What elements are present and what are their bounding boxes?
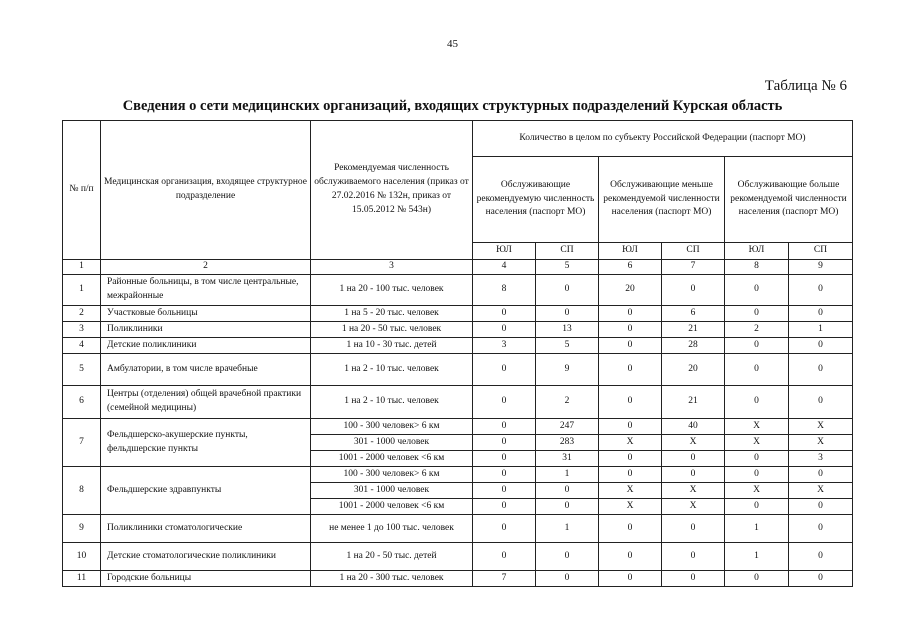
recommended-population: 1 на 2 - 10 тыс. человек — [311, 354, 473, 386]
count-cell: 0 — [599, 386, 662, 419]
count-cell: 2 — [536, 386, 599, 419]
header-sp: СП — [536, 243, 599, 260]
table-row — [63, 306, 853, 322]
count-cell: 0 — [725, 571, 789, 587]
count-cell: 20 — [599, 275, 662, 306]
count-cell: 0 — [473, 483, 536, 499]
count-cell: 0 — [473, 386, 536, 419]
recommended-population: не менее 1 до 100 тыс. человек — [311, 515, 473, 543]
count-cell: 0 — [662, 571, 725, 587]
recommended-population: 1 на 5 - 20 тыс. человек — [311, 306, 473, 322]
table-row — [63, 543, 853, 571]
count-cell: 283 — [536, 435, 599, 451]
header-sp: СП — [789, 243, 853, 260]
count-cell: 0 — [473, 419, 536, 435]
count-cell: 31 — [536, 451, 599, 467]
count-cell: 21 — [662, 322, 725, 338]
organization-name: Фельдшерские здравпункты — [101, 467, 311, 515]
recommended-population: 1001 - 2000 человек <6 км — [311, 499, 473, 515]
header-group-less: Обслуживающие меньше рекомендуемой численности населения (паспорт МО) — [599, 157, 725, 243]
header-ul: ЮЛ — [599, 243, 662, 260]
row-number: 8 — [63, 467, 101, 515]
count-cell: X — [662, 435, 725, 451]
recommended-population: 100 - 300 человек> 6 км — [311, 467, 473, 483]
count-cell: 0 — [789, 515, 853, 543]
count-cell: 0 — [725, 338, 789, 354]
table-row — [63, 467, 853, 483]
count-cell: 5 — [536, 338, 599, 354]
count-cell: 0 — [536, 543, 599, 571]
count-cell: 1 — [536, 515, 599, 543]
count-cell: 0 — [473, 354, 536, 386]
header-group-recommended: Обслуживающие рекомендуемую численность населения (паспорт МО) — [473, 157, 599, 243]
row-number: 2 — [63, 306, 101, 322]
count-cell: 2 — [725, 322, 789, 338]
count-cell: 0 — [536, 571, 599, 587]
header-num: № п/п — [63, 121, 101, 260]
header-column-numbers — [63, 260, 853, 275]
column-number: 3 — [311, 260, 473, 275]
count-cell: 0 — [599, 419, 662, 435]
table-row — [63, 386, 853, 419]
count-cell: 1 — [536, 467, 599, 483]
header-sp: СП — [662, 243, 725, 260]
count-cell: 0 — [536, 499, 599, 515]
recommended-population: 1 на 20 - 50 тыс. детей — [311, 543, 473, 571]
count-cell: 0 — [662, 451, 725, 467]
count-cell: 0 — [473, 322, 536, 338]
count-cell: 0 — [599, 451, 662, 467]
table-row — [63, 275, 853, 306]
count-cell: 0 — [725, 499, 789, 515]
count-cell: 0 — [473, 467, 536, 483]
column-number: 5 — [536, 260, 599, 275]
row-number: 1 — [63, 275, 101, 306]
organization-name: Детские стоматологические поликлиники — [101, 543, 311, 571]
count-cell: 40 — [662, 419, 725, 435]
row-number: 4 — [63, 338, 101, 354]
count-cell: 1 — [725, 543, 789, 571]
row-number: 6 — [63, 386, 101, 419]
table-row — [63, 354, 853, 386]
table-row — [63, 419, 853, 435]
count-cell: 9 — [536, 354, 599, 386]
count-cell: 0 — [725, 386, 789, 419]
count-cell: X — [599, 435, 662, 451]
count-cell: 3 — [789, 451, 853, 467]
count-cell: 0 — [473, 451, 536, 467]
count-cell: 0 — [662, 543, 725, 571]
organization-name: Районные больницы, в том числе центральные, межрайонные — [101, 275, 311, 306]
count-cell: 7 — [473, 571, 536, 587]
count-cell: 8 — [473, 275, 536, 306]
count-cell: 0 — [789, 499, 853, 515]
count-cell: 0 — [536, 306, 599, 322]
table-row — [63, 338, 853, 354]
header-total-by-region: Количество в целом по субъекту Российской Федерации (паспорт МО) — [473, 121, 853, 157]
organization-name: Поликлиники стоматологические — [101, 515, 311, 543]
row-number: 5 — [63, 354, 101, 386]
organization-name: Фельдшерско-акушерские пункты, фельдшерские пункты — [101, 419, 311, 467]
count-cell: X — [599, 483, 662, 499]
count-cell: 0 — [536, 275, 599, 306]
count-cell: 1 — [789, 322, 853, 338]
count-cell: 0 — [599, 543, 662, 571]
recommended-population: 1001 - 2000 человек <6 км — [311, 451, 473, 467]
count-cell: 0 — [789, 354, 853, 386]
header-ul: ЮЛ — [725, 243, 789, 260]
recommended-population: 1 на 2 - 10 тыс. человек — [311, 386, 473, 419]
recommended-population: 1 на 20 - 50 тыс. человек — [311, 322, 473, 338]
table-row — [63, 571, 853, 587]
recommended-population: 1 на 20 - 300 тыс. человек — [311, 571, 473, 587]
count-cell: X — [725, 419, 789, 435]
count-cell: 0 — [725, 354, 789, 386]
organization-name: Городские больницы — [101, 571, 311, 587]
recommended-population: 1 на 20 - 100 тыс. человек — [311, 275, 473, 306]
recommended-population: 1 на 10 - 30 тыс. детей — [311, 338, 473, 354]
organization-name: Амбулатории, в том числе врачебные — [101, 354, 311, 386]
count-cell: 0 — [473, 306, 536, 322]
count-cell: 0 — [599, 306, 662, 322]
count-cell: 0 — [789, 571, 853, 587]
count-cell: 0 — [725, 306, 789, 322]
medical-network-table — [62, 120, 853, 587]
organization-name: Центры (отделения) общей врачебной практики (семейной медицины) — [101, 386, 311, 419]
count-cell: 0 — [662, 515, 725, 543]
column-number: 4 — [473, 260, 536, 275]
count-cell: 0 — [725, 467, 789, 483]
header-organization: Медицинская организация, входящее структурное подразделение — [101, 121, 311, 260]
count-cell: 3 — [473, 338, 536, 354]
table-body — [63, 275, 853, 587]
count-cell: 0 — [662, 467, 725, 483]
header-row-total — [63, 121, 853, 157]
count-cell: 6 — [662, 306, 725, 322]
header-recommended-population: Рекомендуемая численность обслуживаемого населения (приказ от 27.02.2016 № 132н, приказ от 15.05.2012 № 543н) — [311, 121, 473, 260]
count-cell: X — [662, 499, 725, 515]
count-cell: 20 — [662, 354, 725, 386]
count-cell: X — [789, 419, 853, 435]
column-number: 6 — [599, 260, 662, 275]
header-ul: ЮЛ — [473, 243, 536, 260]
count-cell: X — [789, 483, 853, 499]
column-number: 2 — [101, 260, 311, 275]
count-cell: 0 — [473, 543, 536, 571]
recommended-population: 301 - 1000 человек — [311, 435, 473, 451]
table-row — [63, 322, 853, 338]
column-number: 9 — [789, 260, 853, 275]
count-cell: 0 — [789, 338, 853, 354]
row-number: 11 — [63, 571, 101, 587]
count-cell: 0 — [599, 322, 662, 338]
count-cell: 1 — [725, 515, 789, 543]
header-group-more: Обслуживающие больше рекомендуемой численности населения (паспорт МО) — [725, 157, 853, 243]
page-number: 45 — [447, 38, 458, 50]
row-number: 10 — [63, 543, 101, 571]
count-cell: X — [662, 483, 725, 499]
row-number: 9 — [63, 515, 101, 543]
organization-name: Детские поликлиники — [101, 338, 311, 354]
count-cell: 0 — [725, 275, 789, 306]
count-cell: 0 — [662, 275, 725, 306]
table-label: Таблица № 6 — [764, 78, 847, 94]
count-cell: 21 — [662, 386, 725, 419]
row-number: 7 — [63, 419, 101, 467]
count-cell: 0 — [599, 467, 662, 483]
count-cell: 0 — [725, 451, 789, 467]
organization-name: Поликлиники — [101, 322, 311, 338]
count-cell: 0 — [789, 306, 853, 322]
recommended-population: 100 - 300 человек> 6 км — [311, 419, 473, 435]
document-title: Сведения о сети медицинских организаций, входящих структурных подразделений Курская область — [122, 98, 783, 114]
table-row — [63, 515, 853, 543]
count-cell: 0 — [473, 499, 536, 515]
recommended-population: 301 - 1000 человек — [311, 483, 473, 499]
count-cell: X — [725, 483, 789, 499]
organization-name: Участковые больницы — [101, 306, 311, 322]
count-cell: X — [789, 435, 853, 451]
count-cell: 247 — [536, 419, 599, 435]
column-number: 7 — [662, 260, 725, 275]
count-cell: 0 — [789, 543, 853, 571]
count-cell: X — [599, 499, 662, 515]
column-number: 8 — [725, 260, 789, 275]
count-cell: 0 — [473, 435, 536, 451]
row-number: 3 — [63, 322, 101, 338]
count-cell: 0 — [599, 354, 662, 386]
count-cell: 0 — [789, 386, 853, 419]
count-cell: 0 — [789, 275, 853, 306]
count-cell: 0 — [599, 571, 662, 587]
column-number: 1 — [63, 260, 101, 275]
count-cell: X — [725, 435, 789, 451]
count-cell: 0 — [473, 515, 536, 543]
count-cell: 13 — [536, 322, 599, 338]
count-cell: 0 — [789, 467, 853, 483]
count-cell: 0 — [536, 483, 599, 499]
count-cell: 28 — [662, 338, 725, 354]
count-cell: 0 — [599, 338, 662, 354]
count-cell: 0 — [599, 515, 662, 543]
